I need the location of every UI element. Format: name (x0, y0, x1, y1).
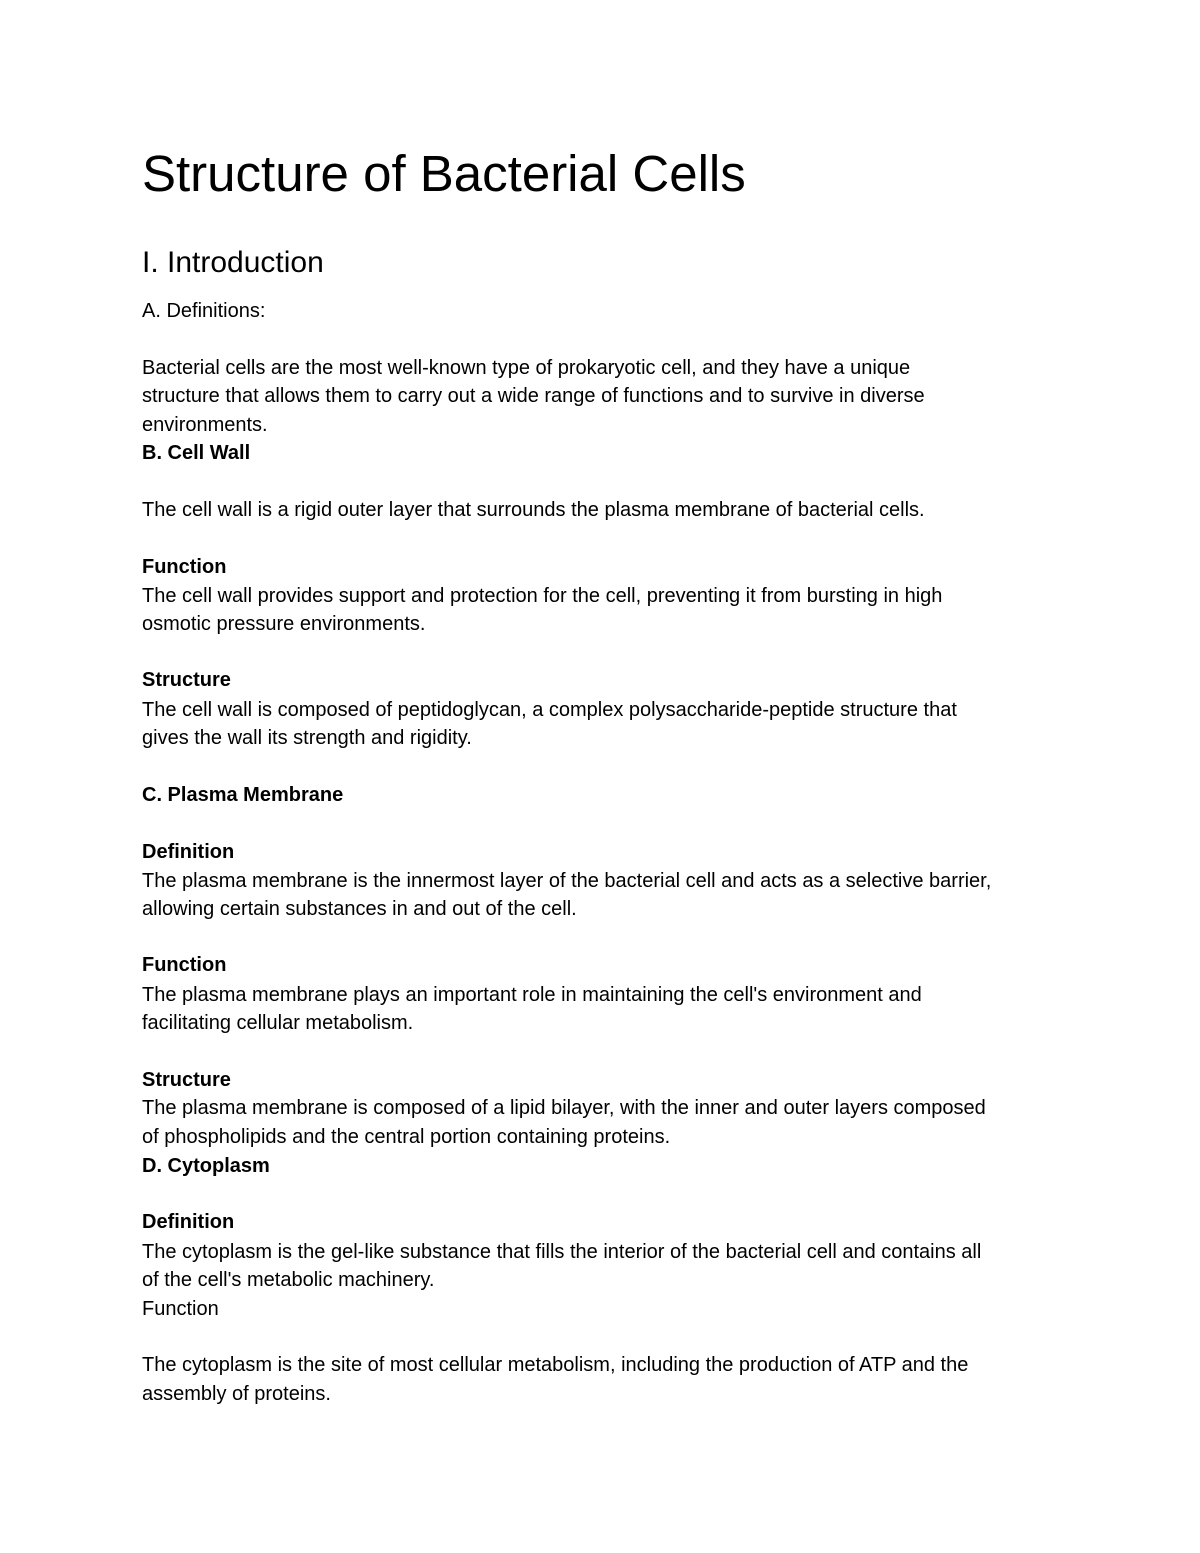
cell-wall-structure-line-2: gives the wall its strength and rigidity. (142, 727, 472, 749)
intro-line-2: structure that allows them to carry out a wide range of functions and to survive in diverse (142, 385, 925, 407)
cytoplasm-function-label: Function (142, 1298, 219, 1320)
plasma-membrane-structure-line-1: The plasma membrane is composed of a lipid bilayer, with the inner and outer layers composed (142, 1097, 986, 1119)
cytoplasm-function-line-1: The cytoplasm is the site of most cellular metabolism, including the production of ATP and the (142, 1354, 969, 1376)
cell-wall-description: The cell wall is a rigid outer layer that surrounds the plasma membrane of bacterial cells. (142, 499, 925, 521)
cell-wall-structure-line-1: The cell wall is composed of peptidoglycan, a complex polysaccharide-peptide structure that (142, 699, 957, 721)
plasma-membrane-definition-line-1: The plasma membrane is the innermost layer of the bacterial cell and acts as a selective barrier, (142, 870, 992, 892)
definitions-label: A. Definitions: (142, 300, 266, 322)
plasma-membrane-definition-label: Definition (142, 841, 235, 863)
cell-wall-function-label: Function (142, 556, 227, 578)
plasma-membrane-definition-line-2: allowing certain substances in and out of the cell. (142, 898, 577, 920)
plasma-membrane-function-label: Function (142, 954, 227, 976)
cytoplasm-function-line-2: assembly of proteins. (142, 1383, 331, 1405)
cell-wall-function-line-1: The cell wall provides support and protection for the cell, preventing it from bursting in high (142, 585, 943, 607)
plasma-membrane-function-line-2: facilitating cellular metabolism. (142, 1012, 414, 1034)
cytoplasm-definition-line-2: of the cell's metabolic machinery. (142, 1269, 435, 1291)
plasma-membrane-function-line-1: The plasma membrane plays an important role in maintaining the cell's environment and (142, 984, 922, 1006)
intro-line-3: environments. (142, 414, 268, 436)
cytoplasm-heading: D. Cytoplasm (142, 1155, 270, 1177)
intro-line-1: Bacterial cells are the most well-known type of prokaryotic cell, and they have a unique (142, 357, 911, 379)
cytoplasm-definition-line-1: The cytoplasm is the gel-like substance that fills the interior of the bacterial cell and contains all (142, 1241, 982, 1263)
document-title: Structure of Bacterial Cells (142, 145, 746, 202)
cell-wall-function-line-2: osmotic pressure environments. (142, 613, 426, 635)
plasma-membrane-heading: C. Plasma Membrane (142, 784, 344, 806)
cytoplasm-definition-label: Definition (142, 1211, 235, 1233)
cell-wall-structure-label: Structure (142, 669, 231, 691)
plasma-membrane-structure-line-2: of phospholipids and the central portion containing proteins. (142, 1126, 671, 1148)
cell-wall-heading: B. Cell Wall (142, 442, 251, 464)
section-heading-introduction: I. Introduction (142, 246, 324, 279)
plasma-membrane-structure-label: Structure (142, 1069, 231, 1091)
